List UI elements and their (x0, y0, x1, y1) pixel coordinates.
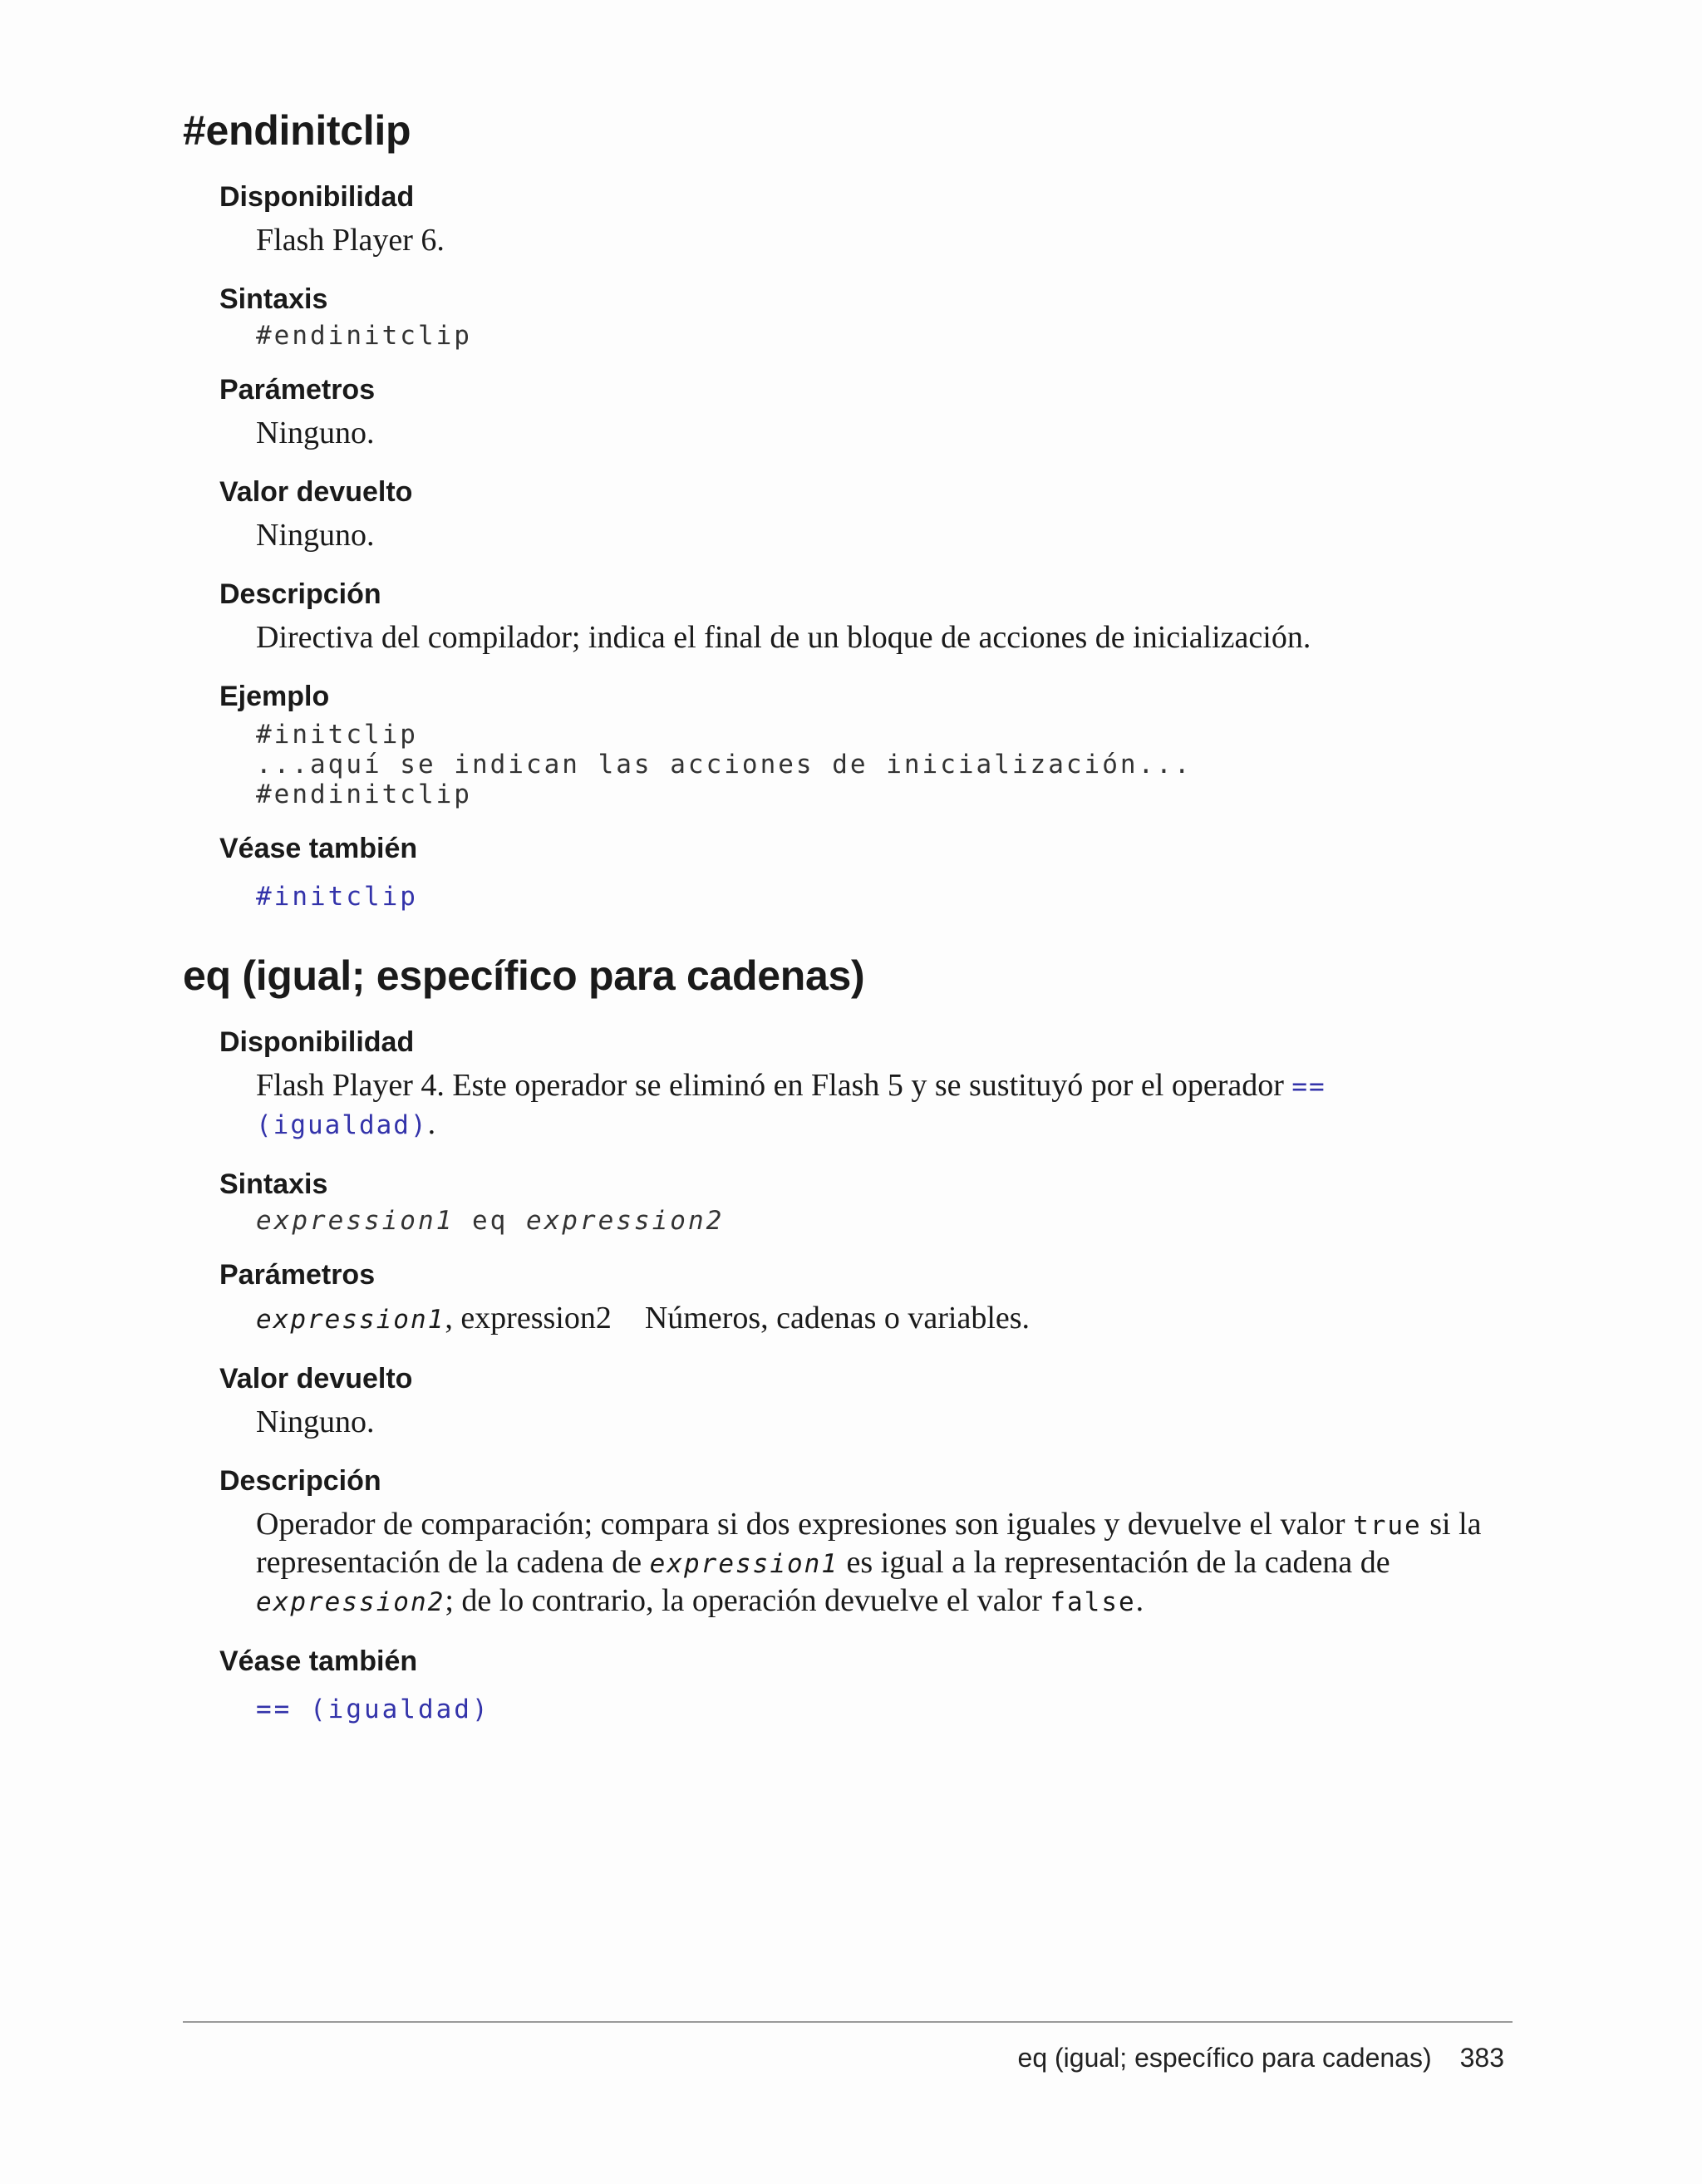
descripcion-text (256, 1506, 1513, 1621)
link-igualdad[interactable]: == (igualdad) (256, 1072, 1326, 1140)
sintaxis-code (256, 1206, 1513, 1236)
footer-title: eq (igual; específico para cadenas) (1017, 2043, 1432, 2073)
desc-part: . (1135, 1583, 1144, 1618)
footer-divider (183, 2021, 1513, 2023)
desc-part: ; de lo contrario, la operación devuelve el valor (445, 1583, 1050, 1618)
heading-valor-devuelto: Valor devuelto (219, 476, 413, 508)
page-footer (1018, 2043, 1504, 2073)
desc-part: Operador de comparación; compara si dos expresiones son iguales y devuelve el valor (256, 1507, 1354, 1542)
link-igualdad[interactable]: == (igualdad) (256, 1695, 490, 1724)
disponibilidad-text: Flash Player 6. (256, 223, 445, 258)
literal-false: false (1050, 1587, 1136, 1617)
section-title: eq (igual; específico para cadenas) (183, 952, 865, 999)
link-initclip[interactable]: #initclip (256, 882, 418, 912)
operator-eq: eq (454, 1206, 526, 1236)
heading-descripcion: Descripción (219, 1465, 381, 1497)
literal-expression2: expression2 (256, 1587, 445, 1617)
heading-ejemplo: Ejemplo (219, 681, 330, 712)
disponibilidad-text (256, 1067, 1513, 1144)
parametros-text (256, 1300, 1513, 1338)
section-title: #endinitclip (183, 107, 411, 154)
desc-part: si la representación de la cadena de (256, 1507, 1482, 1580)
param-expression1: expression1 (256, 1206, 455, 1236)
param-name-expression2: , expression2 (445, 1301, 612, 1335)
code-line: #initclip (256, 720, 418, 750)
ejemplo-code (256, 720, 1513, 809)
period: . (427, 1106, 436, 1141)
code-line: ...aquí se indican las acciones de inicialización... (256, 750, 1193, 780)
valor-devuelto-text: Ninguno. (256, 518, 375, 553)
code-line: #endinitclip (256, 780, 472, 809)
heading-vease-tambien: Véase también (219, 1645, 418, 1677)
heading-disponibilidad: Disponibilidad (219, 181, 415, 213)
heading-valor-devuelto: Valor devuelto (219, 1363, 413, 1395)
heading-vease-tambien: Véase también (219, 833, 418, 864)
heading-parametros: Parámetros (219, 374, 376, 406)
heading-descripcion: Descripción (219, 578, 381, 610)
param-description: Números, cadenas o variables. (644, 1301, 1031, 1335)
page-number: 383 (1459, 2043, 1504, 2073)
valor-devuelto-text: Ninguno. (256, 1404, 375, 1439)
literal-true: true (1353, 1511, 1422, 1541)
literal-expression1: expression1 (649, 1549, 839, 1579)
heading-parametros: Parámetros (219, 1259, 376, 1291)
disponibilidad-body: Flash Player 4. Este operador se eliminó en Flash 5 y se sustituyó por el operador (256, 1068, 1292, 1103)
parametros-text: Ninguno. (256, 416, 375, 450)
descripcion-text: Directiva del compilador; indica el final de un bloque de acciones de inicialización. (256, 620, 1311, 655)
document-page (183, 91, 1513, 1749)
heading-sintaxis: Sintaxis (219, 1168, 328, 1200)
heading-sintaxis: Sintaxis (219, 283, 328, 315)
sintaxis-code: #endinitclip (256, 321, 472, 351)
param-expression2: expression2 (525, 1206, 725, 1236)
heading-disponibilidad: Disponibilidad (219, 1026, 415, 1058)
param-name-expression1: expression1 (256, 1305, 445, 1335)
desc-part: es igual a la representación de la cadena de (838, 1545, 1390, 1580)
